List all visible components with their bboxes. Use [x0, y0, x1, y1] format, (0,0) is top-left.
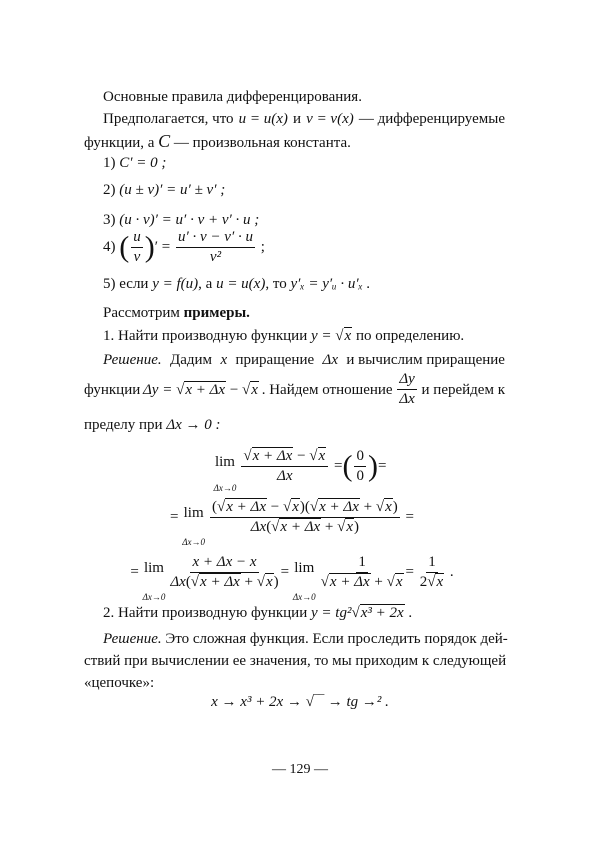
text: 1. Найти производную функции	[103, 328, 308, 344]
examples-intro	[103, 304, 250, 322]
fraction: $\frac{√x + \Delta x - √x}{\Delta x}$	[241, 447, 328, 486]
formula: Δx	[322, 352, 338, 368]
rule-number: 4)	[103, 239, 116, 255]
rule-3	[103, 211, 259, 229]
heading: Основные правила дифференцирования.	[103, 89, 362, 105]
rule-5	[103, 275, 370, 293]
text: Решение.	[103, 352, 162, 368]
formula: v = v(x)	[306, 111, 354, 127]
text: если	[119, 276, 149, 292]
text: Дадим	[170, 352, 213, 368]
rule-4: 4) ( $\frac{u}{v}$ )′ = $\frac{u' \cdot v - v' \cdot u}{\text{v²}}$ ;	[103, 229, 265, 266]
example-2-title: 2. Найти производную функции y = tg²√x³ + 2x .	[103, 605, 413, 621]
fraction: $\frac{1}{2√x}$	[419, 554, 444, 590]
formula: x	[220, 352, 228, 368]
example-1-title: 1. Найти производную функции y = √x по определению.	[103, 328, 465, 344]
text: и перейдем к	[421, 382, 505, 398]
assumption-line-2	[84, 132, 351, 152]
fraction: Δy Δx	[399, 371, 415, 407]
text: Решение.	[103, 631, 162, 647]
text: и вычислим приращение	[346, 352, 505, 368]
formula: Δy =	[143, 382, 173, 398]
text: — произвольная константа.	[173, 135, 351, 151]
formula: x + Δx	[185, 382, 226, 398]
formula: C	[158, 131, 171, 151]
formula: x³ + 2x	[360, 605, 404, 621]
limit-line-1: lim Δx→0 $\frac{√x + \Delta x - √x}{\Delta x}$ =( $\frac{0}{0}$ )=	[213, 448, 387, 493]
formula: Δx → 0 :	[166, 417, 221, 433]
limit-line-3: = lim Δx→0 $\frac{x + \Delta x - x}{\Delta x(√x + \Delta x + √x)}$ = lim Δx→0 $\frac{1}{√x + \Delta x + √x}$ = $\frac{1}{2√x}$ .	[130, 554, 454, 602]
text: и	[293, 111, 302, 127]
rule-2	[103, 181, 225, 199]
solution-1-line-3	[84, 416, 221, 434]
rule-number: 2)	[103, 182, 116, 198]
rule-1	[103, 154, 166, 172]
text: пределу при	[84, 417, 163, 433]
rule-number: 5)	[103, 276, 116, 292]
fraction: $\frac{x + \Delta x - x}{\Delta x(√x + \Delta x + √x)}$	[170, 554, 279, 590]
fraction: $\frac{u}{v}$	[133, 229, 141, 266]
solution-2-line-1	[103, 630, 508, 648]
formula: (u · v)′ = u′ · v + v′ · u ;	[119, 212, 260, 228]
text: по определению.	[355, 328, 465, 344]
text: примеры.	[183, 305, 250, 321]
rule-number: 1)	[103, 155, 116, 171]
text: .	[408, 605, 413, 621]
fraction: $\frac{u' \cdot v - v' \cdot u}{\text{v²}}$	[178, 229, 253, 266]
solution-2-line-3: «цепочке»:	[84, 675, 155, 691]
text: . Найдем отношение	[261, 382, 393, 398]
formula: y = f(u)	[152, 276, 199, 292]
text: приращение	[235, 352, 315, 368]
text: функции, а	[84, 135, 155, 151]
solution-1-line-1	[103, 351, 505, 369]
formula: C′ = 0 ;	[119, 155, 167, 171]
formula: ′ =	[154, 239, 171, 255]
text: , то	[265, 276, 287, 292]
text: , а	[198, 276, 213, 292]
text: Это сложная функция. Если проследить порядок дей-	[165, 631, 508, 647]
text: — дифференцируемые	[358, 111, 505, 127]
page-number: — 129 —	[272, 762, 328, 777]
formula: x	[251, 382, 258, 398]
chain-formula: x → x³ + 2x → √‾‾ → tg →² .	[211, 694, 389, 710]
text: функции	[84, 382, 141, 398]
formula: x	[344, 328, 352, 344]
text: ;	[260, 239, 265, 255]
assumption-line-1	[103, 110, 505, 128]
solution-2-line-2: ствий при вычислении ее значения, то мы приходим к следующей	[84, 653, 507, 669]
formula: (u ± v)′ = u′ ± v′ ;	[119, 182, 226, 198]
fraction: $\frac{(√x + \Delta x - √x)(√x + \Delta x + √x)}{\Delta x(√x + \Delta x + √x)}$	[212, 499, 398, 535]
formula: u = u(x)	[238, 111, 288, 127]
text: Предполагается, что	[103, 111, 234, 127]
formula: y =	[311, 328, 332, 344]
limit-line-2: = lim Δx→0 $\frac{(√x + \Delta x - √x)(√x + \Delta x + √x)}{\Delta x(√x + \Delta x + √x)}$ =	[170, 499, 414, 547]
text: Рассмотрим	[103, 305, 180, 321]
formula: u = u(x)	[216, 276, 266, 292]
text: −	[229, 382, 239, 398]
solution-1-line-2: функции Δy = √x + Δx − √x . Найдем отношение Δy Δx и перейдем к	[84, 370, 505, 410]
text: 2. Найти производную функции	[103, 605, 308, 621]
rule-number: 3)	[103, 212, 116, 228]
formula: y′ₓ = y′ᵤ · u′ₓ .	[290, 276, 371, 292]
fraction: $\frac{1}{√x + \Delta x + √x}$	[320, 554, 403, 590]
formula: y = tg²	[311, 605, 352, 621]
